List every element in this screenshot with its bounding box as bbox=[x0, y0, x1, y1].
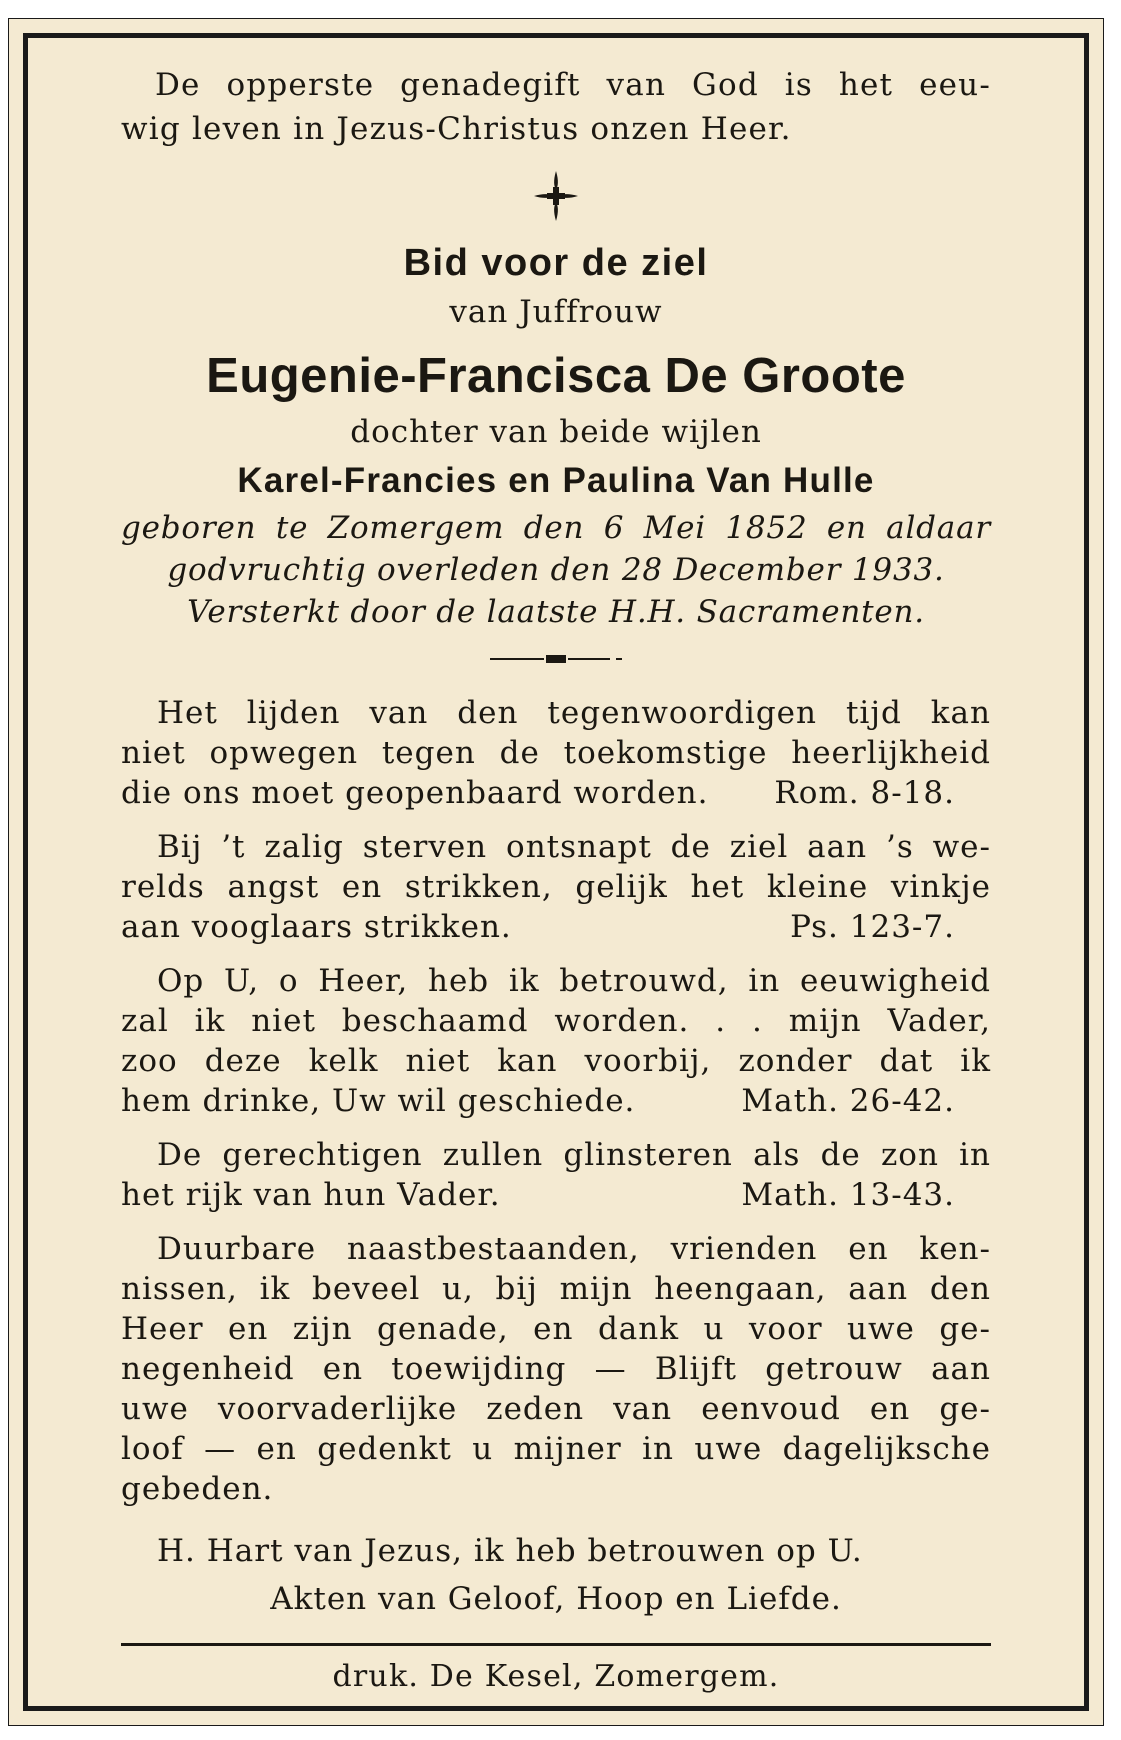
parents-names: Karel-Francies en Paulina Van Hulle bbox=[237, 461, 875, 500]
ornamental-divider bbox=[121, 643, 991, 679]
birth-line: geboren te Zomergem den 6 Mei 1852 en aldaar bbox=[121, 510, 991, 546]
verse-matthew-26 bbox=[121, 961, 991, 1121]
verse-line bbox=[121, 907, 991, 947]
verse-reference: Rom. 8-18. bbox=[774, 775, 955, 811]
verse-reference: Math. 26-42. bbox=[741, 1083, 955, 1119]
verse-line: relds angst en strikken, gelijk het kleine vinkje bbox=[121, 869, 991, 905]
cross-icon bbox=[121, 167, 991, 225]
verse-text: hem drinke, Uw wil geschiede. bbox=[121, 1083, 636, 1119]
farewell-line: Duurbare naastbestaanden, vrienden en ken- bbox=[157, 1231, 991, 1267]
verse-line: niet opwegen tegen de toekomstige heerlijkheid bbox=[121, 735, 991, 771]
farewell-message bbox=[121, 1229, 991, 1509]
verse-romans bbox=[121, 693, 991, 813]
verse-text: het rijk van hun Vader. bbox=[121, 1177, 501, 1213]
prayer-line: Akten van Geloof, Hoop en Liefde. bbox=[270, 1581, 842, 1617]
verse-line bbox=[121, 773, 991, 813]
verse-reference: Math. 13-43. bbox=[741, 1177, 955, 1213]
closing-prayers bbox=[121, 1527, 991, 1623]
verse-line bbox=[121, 1175, 991, 1215]
memorial-card bbox=[8, 18, 1104, 1726]
deceased-name: Eugenie-Francisca De Groote bbox=[206, 349, 906, 403]
heading-daughter: dochter van beide wijlen bbox=[350, 414, 762, 450]
verse-psalm bbox=[121, 827, 991, 947]
motto-line: De opperste genadegift van God is het eeu- bbox=[155, 67, 991, 103]
verse-line: Bij ’t zalig sterven ontsnapt de ziel aan ’s we- bbox=[157, 829, 991, 865]
motto-line: wig leven in Jezus-Christus onzen Heer. bbox=[121, 111, 792, 147]
printer-rule bbox=[121, 1643, 991, 1646]
farewell-line: gebeden. bbox=[121, 1471, 274, 1507]
heading-van: van Juffrouw bbox=[449, 294, 663, 330]
verse-line: zoo deze kelk niet kan voorbij, zonder dat ik bbox=[121, 1043, 991, 1079]
verse-matthew-13 bbox=[121, 1135, 991, 1215]
farewell-line: Heer en zijn genade, en dank u voor uwe ge- bbox=[121, 1311, 991, 1347]
verse-reference: Ps. 123-7. bbox=[790, 909, 955, 945]
card-content bbox=[121, 63, 991, 1702]
verse-line: Op U, o Heer, heb ik betrouwd, in eeuwigheid bbox=[157, 963, 991, 999]
heading-pray: Bid voor de ziel bbox=[403, 242, 709, 284]
verse-line: De gerechtigen zullen glinsteren als de zon in bbox=[157, 1137, 991, 1173]
printer-credit: druk. De Kesel, Zomergem. bbox=[332, 1659, 780, 1694]
farewell-line: negenheid en toewijding — Blijft getrouw aan bbox=[121, 1351, 991, 1387]
farewell-line: nissen, ik beveel u, bij mijn heengaan, aan den bbox=[121, 1271, 991, 1307]
verse-text: aan vooglaars strikken. bbox=[121, 909, 512, 945]
verse-line: zal ik niet beschaamd worden. . . mijn Vader, bbox=[121, 1003, 991, 1039]
motto bbox=[121, 63, 991, 151]
sacraments-line: Versterkt door de laatste H.H. Sacramenten. bbox=[187, 594, 925, 630]
verse-line: Het lijden van den tegenwoordigen tijd kan bbox=[157, 695, 991, 731]
verse-text: die ons moet geopenbaard worden. bbox=[121, 775, 709, 811]
prayer-line: H. Hart van Jezus, ik heb betrouwen op U. bbox=[157, 1533, 863, 1569]
verse-line bbox=[121, 1081, 991, 1121]
farewell-line: loof — en gedenkt u mijner in uwe dagelijksche bbox=[121, 1431, 991, 1467]
death-line: godvruchtig overleden den 28 December 1933. bbox=[167, 552, 945, 588]
dates-block bbox=[121, 507, 991, 633]
farewell-line: uwe voorvaderlijke zeden van eenvoud en ge- bbox=[121, 1391, 991, 1427]
